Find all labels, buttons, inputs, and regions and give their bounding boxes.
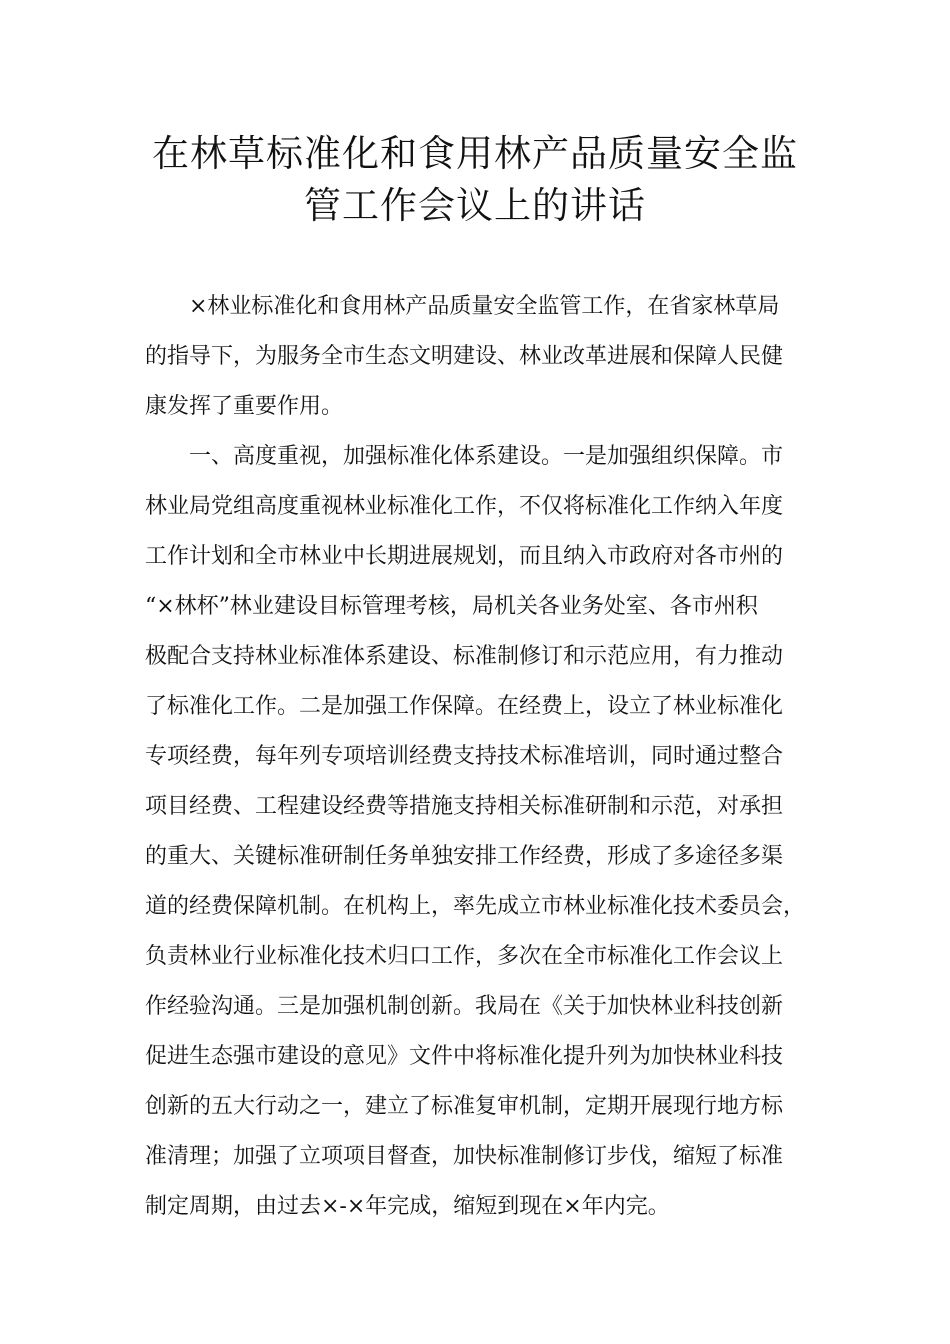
paragraph-line: 工作计划和全市林业中长期进展规划，而且纳入市政府对各市州的	[145, 544, 784, 569]
paragraph-line: 项目经费、工程建设经费等措施支持相关标准研制和示范，对承担	[145, 794, 784, 819]
paragraph-line: 道的经费保障机制。在机构上，率先成立市林业标准化技术委员会，	[145, 894, 806, 919]
paragraph-line: 的指导下，为服务全市生态文明建设、林业改革进展和保障人民健	[145, 344, 784, 369]
paragraph-section-one	[145, 432, 805, 1232]
paragraph-line: ×林业标准化和食用林产品质量安全监管工作，在省家林草局	[145, 294, 780, 319]
document-title	[100, 128, 850, 232]
paragraph-line: “×林杯”林业建设目标管理考核，局机关各业务处室、各市州积	[145, 594, 758, 619]
title-line: 管工作会议上的讲话	[304, 184, 646, 227]
paragraph-line: 康发挥了重要作用。	[145, 394, 344, 419]
paragraph-line: 的重大、关键标准研制任务单独安排工作经费，形成了多途径多渠	[145, 844, 784, 869]
paragraph-line: 一、高度重视，加强标准化体系建设。一是加强组织保障。市	[145, 444, 784, 469]
paragraph-line: 制定周期，由过去×-×年完成，缩短到现在×年内完。	[145, 1194, 670, 1219]
paragraph-intro	[145, 282, 805, 432]
paragraph-line: 极配合支持林业标准体系建设、标准制修订和示范应用，有力推动	[145, 644, 784, 669]
paragraph-line: 准清理；加强了立项项目督查，加快标准制修订步伐，缩短了标准	[145, 1144, 784, 1169]
title-line: 在林草标准化和食用林产品质量安全监	[152, 132, 798, 175]
paragraph-line: 负责林业行业标准化技术归口工作，多次在全市标准化工作会议上	[145, 944, 784, 969]
paragraph-line: 专项经费，每年列专项培训经费支持技术标准培训，同时通过整合	[145, 744, 784, 769]
paragraph-line: 了标准化工作。二是加强工作保障。在经费上，设立了林业标准化	[145, 694, 784, 719]
paragraph-line: 促进生态强市建设的意见》文件中将标准化提升列为加快林业科技	[145, 1044, 784, 1069]
document-body	[145, 282, 805, 1232]
paragraph-line: 创新的五大行动之一，建立了标准复审机制，定期开展现行地方标	[145, 1094, 784, 1119]
paragraph-line: 林业局党组高度重视林业标准化工作，不仅将标准化工作纳入年度	[145, 494, 784, 519]
paragraph-line: 作经验沟通。三是加强机制创新。我局在《关于加快林业科技创新	[145, 994, 784, 1019]
